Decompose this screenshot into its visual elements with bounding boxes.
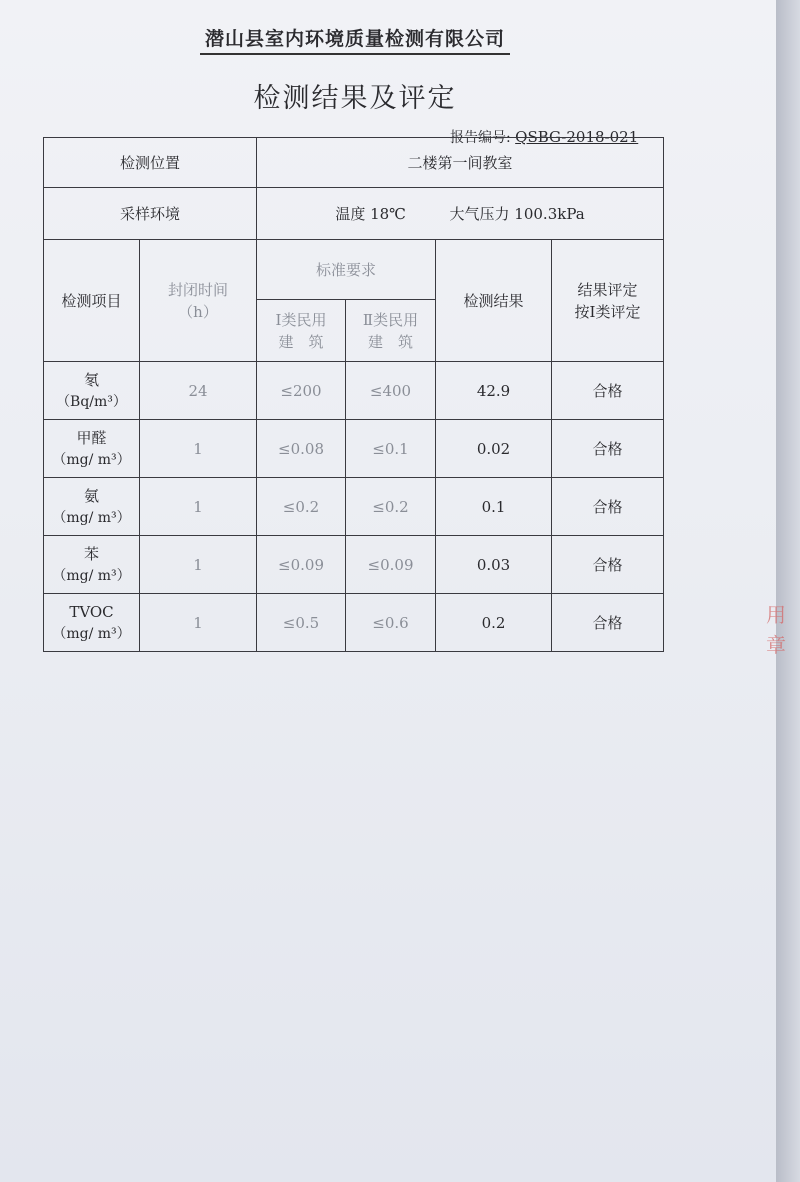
header-closing-time-unit: （h） xyxy=(178,302,218,321)
table-row xyxy=(44,362,664,420)
environment-row xyxy=(44,188,664,240)
header-evaluation-line1: 结果评定 xyxy=(577,280,638,299)
class2-standard-cell: ≤0.2 xyxy=(346,478,436,536)
header-class1-line2: 建 筑 xyxy=(278,332,324,351)
environment-label: 采样环境 xyxy=(44,188,257,240)
class2-standard-cell: ≤400 xyxy=(346,362,436,420)
class2-standard-cell: ≤0.1 xyxy=(346,420,436,478)
header-row-1 xyxy=(44,240,664,300)
result-cell: 0.02 xyxy=(436,420,552,478)
item-name: 苯 xyxy=(83,544,99,563)
pressure-value: 大气压力 100.3kPa xyxy=(449,204,585,223)
closing-time-cell: 1 xyxy=(140,594,257,652)
header-standard: 标准要求 xyxy=(257,240,436,300)
item-unit: （mg/ m³） xyxy=(52,625,131,642)
class1-standard-cell: ≤0.08 xyxy=(257,420,346,478)
table-row xyxy=(44,594,664,652)
location-row xyxy=(44,138,664,188)
closing-time-cell: 24 xyxy=(140,362,257,420)
class2-standard-cell: ≤0.6 xyxy=(346,594,436,652)
result-cell: 42.9 xyxy=(436,362,552,420)
header-closing-time xyxy=(140,240,257,362)
result-cell: 0.2 xyxy=(436,594,552,652)
table-row xyxy=(44,478,664,536)
item-unit: （mg/ m³） xyxy=(52,567,131,584)
class2-standard-cell: ≤0.09 xyxy=(346,536,436,594)
page-edge-shadow xyxy=(776,0,800,1182)
location-value: 二楼第一间教室 xyxy=(257,138,664,188)
item-unit: （mg/ m³） xyxy=(52,509,131,526)
location-label: 检测位置 xyxy=(44,138,257,188)
class1-standard-cell: ≤0.2 xyxy=(257,478,346,536)
result-cell: 0.1 xyxy=(436,478,552,536)
header-item: 检测项目 xyxy=(44,240,140,362)
evaluation-cell: 合格 xyxy=(552,362,664,420)
edge-stamp-fragment: 用章 xyxy=(766,603,786,657)
item-name: 甲醛 xyxy=(76,428,107,447)
closing-time-cell: 1 xyxy=(140,478,257,536)
evaluation-cell: 合格 xyxy=(552,478,664,536)
evaluation-cell: 合格 xyxy=(552,420,664,478)
evaluation-cell: 合格 xyxy=(552,536,664,594)
document-title: 检测结果及评定 xyxy=(253,83,457,114)
header-closing-time-label: 封闭时间 xyxy=(168,280,229,299)
table-row xyxy=(44,420,664,478)
report-number-value: QSBG-2018-021 xyxy=(515,128,639,146)
report-number-label: 报告编号: xyxy=(450,130,511,146)
header-result: 检测结果 xyxy=(436,240,552,362)
header-class1-line1: Ⅰ类民用 xyxy=(275,310,327,329)
temperature-value: 温度 18℃ xyxy=(335,204,406,223)
header-class2 xyxy=(346,300,436,362)
results-table xyxy=(43,137,664,652)
evaluation-cell: 合格 xyxy=(552,594,664,652)
item-unit: （Bq/m³） xyxy=(56,393,127,410)
item-name: TVOC xyxy=(69,602,114,621)
company-name: 潜山县室内环境质量检测有限公司 xyxy=(200,24,510,55)
item-unit: （mg/ m³） xyxy=(52,451,131,468)
header-class1 xyxy=(257,300,346,362)
header-evaluation xyxy=(552,240,664,362)
header-evaluation-line2: 按Ⅰ类评定 xyxy=(574,302,641,321)
header-class2-line1: Ⅱ类民用 xyxy=(362,310,419,329)
item-name: 氡 xyxy=(83,370,99,389)
closing-time-cell: 1 xyxy=(140,536,257,594)
header-class2-line2: 建 筑 xyxy=(368,332,414,351)
table-row xyxy=(44,536,664,594)
item-name: 氨 xyxy=(83,486,99,505)
environment-value xyxy=(257,188,664,240)
class1-standard-cell: ≤0.09 xyxy=(257,536,346,594)
result-cell: 0.03 xyxy=(436,536,552,594)
class1-standard-cell: ≤0.5 xyxy=(257,594,346,652)
class1-standard-cell: ≤200 xyxy=(257,362,346,420)
closing-time-cell: 1 xyxy=(140,420,257,478)
